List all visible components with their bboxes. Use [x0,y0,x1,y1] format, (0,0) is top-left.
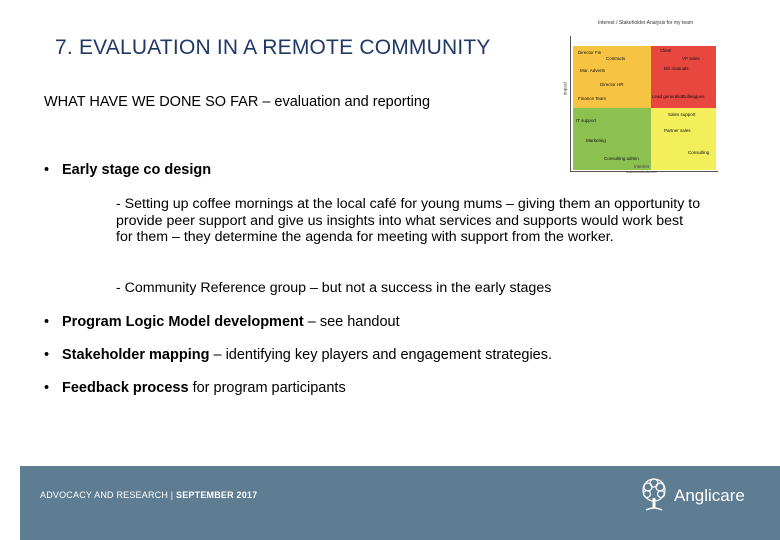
bullet-dot: • [44,347,50,363]
bullet-feedback-process [44,380,346,396]
matrix-item: Mar. Adverts [580,68,606,73]
bullet-program-logic-label: Program Logic Model development [62,314,304,330]
matrix-item: IT support [576,118,597,123]
footer-bar [20,466,780,540]
matrix-item: VP sales [682,56,700,61]
matrix-y-label: Impact [562,81,568,96]
matrix-item: Sales support [668,112,696,117]
sub-point-reference-group: - Community Reference group – but not a success in the early stages [116,280,552,296]
slide-subtitle: WHAT HAVE WE DONE SO FAR – evaluation and reporting [44,94,431,110]
bullet-co-design-label: Early stage co design [62,162,212,178]
matrix-item: Biz manuals [664,66,689,71]
bullet-feedback-process-text: for program participants [188,380,346,396]
bullet-co-design [44,162,211,178]
bullet-stakeholder-mapping [44,347,552,363]
matrix-item: Partner sales [664,128,691,133]
bullet-program-logic [44,314,400,330]
slide-title: 7. EVALUATION IN A REMOTE COMMUNITY [55,36,491,59]
matrix-item: Marketing [586,138,606,143]
matrix-x-label: Interest [634,164,650,169]
bullet-dot: • [44,162,50,178]
footer-date: SEPTEMBER 2017 [176,490,258,500]
matrix-y-axis [570,36,571,172]
matrix-item: Client [660,48,672,53]
matrix-item: Contracts [606,56,626,61]
sub-point-coffee-mornings: - Setting up coffee mornings at the local café for young mums – giving them an opportunity to provide peer support and give us insights into what services and supports would work best for them – they determine the agenda for meeting with support from the worker. [116,196,701,245]
footer-label [40,490,257,500]
anglicare-logo [636,476,766,518]
stakeholder-matrix-image [556,14,726,174]
footer-org: ADVOCACY AND RESEARCH | [40,490,174,500]
matrix-title: Interest / Stakeholder Analysis for my team [598,20,694,26]
tree-icon [636,476,672,516]
matrix-item: Colleagues [682,94,705,99]
bullet-dot: • [44,380,50,396]
bullet-dot: • [44,314,50,330]
matrix-item: Finance Team [578,96,607,101]
matrix-item: Director HR [600,82,624,87]
bullet-feedback-process-label: Feedback process [62,380,189,396]
matrix-source: www.mindtools.com [626,170,657,174]
matrix-item: Consulting admin [604,156,639,161]
matrix-item: Director Fin [578,50,602,55]
matrix-quadrant-bottom-right [651,108,716,170]
matrix-item: Consulting [688,150,710,155]
brand-name: Anglicare [674,486,745,505]
bullet-program-logic-text: – see handout [303,314,400,330]
bullet-stakeholder-mapping-label: Stakeholder mapping [62,347,210,363]
bullet-stakeholder-mapping-text: – identifying key players and engagement strategies. [209,347,553,363]
matrix-item: Lead generation [652,94,685,99]
